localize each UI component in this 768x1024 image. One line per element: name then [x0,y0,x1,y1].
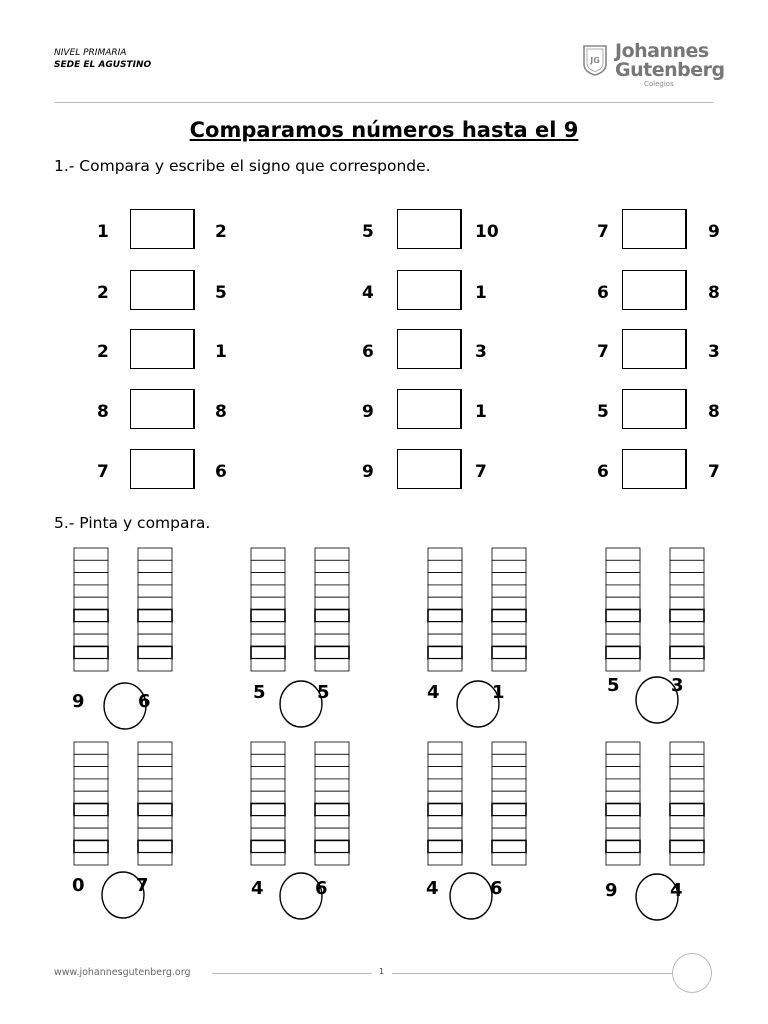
bar-cell[interactable] [138,804,172,816]
bar-cell[interactable] [315,804,349,816]
compare-number-right: 3 [708,342,720,362]
compare-number-left: 1 [97,222,109,242]
page-number: 1 [379,967,385,976]
bar-column-right[interactable] [315,548,349,671]
bar-cell[interactable] [138,754,172,766]
bar-cell[interactable] [251,742,285,754]
bar-cell[interactable] [315,816,349,828]
bar-cell[interactable] [251,659,285,671]
sede-label: SEDE EL AGUSTINO [54,60,152,70]
pair-number-right: 6 [490,878,503,899]
bar-cell[interactable] [138,840,172,852]
bar-cell[interactable] [492,828,526,840]
compare-number-right: 9 [708,222,720,242]
bar-cell[interactable] [606,597,640,609]
bar-cell[interactable] [670,767,704,779]
bar-cell[interactable] [606,754,640,766]
bar-cell[interactable] [315,646,349,658]
bar-cell[interactable] [670,816,704,828]
bar-cell[interactable] [138,585,172,597]
compare-number-right: 7 [708,462,720,482]
bar-cell[interactable] [606,840,640,852]
compare-number-right: 1 [475,402,487,422]
bar-column-right[interactable] [138,742,172,865]
logo-subtitle: Colegios [644,80,674,88]
bar-cell[interactable] [138,791,172,803]
bar-cell[interactable] [492,791,526,803]
logo-wordmark: Johannes Gutenberg [615,40,725,81]
bar-cell[interactable] [428,634,462,646]
bar-cell[interactable] [428,840,462,852]
footer-divider-left [212,973,372,974]
bar-cell[interactable] [670,853,704,865]
bar-cell[interactable] [251,853,285,865]
pair-number-left: 9 [72,691,85,712]
bar-cell[interactable] [428,853,462,865]
bar-cell[interactable] [251,548,285,560]
bar-cell[interactable] [251,791,285,803]
bar-cell[interactable] [74,767,108,779]
bar-cell[interactable] [315,779,349,791]
bar-cell[interactable] [251,597,285,609]
bar-cell[interactable] [428,585,462,597]
bar-cell[interactable] [492,742,526,754]
bar-cell[interactable] [138,779,172,791]
compare-number-left: 4 [362,283,374,303]
bar-cell[interactable] [251,816,285,828]
bar-cell[interactable] [670,779,704,791]
bar-cell[interactable] [251,622,285,634]
compare-number-right: 3 [475,342,487,362]
compare-number-right: 1 [215,342,227,362]
bar-column-left[interactable] [74,548,108,671]
pair-number-left: 5 [253,682,266,703]
bar-cell[interactable] [251,754,285,766]
bar-cell[interactable] [670,646,704,658]
bar-cell[interactable] [138,816,172,828]
bar-cell[interactable] [492,548,526,560]
bar-cell[interactable] [670,560,704,572]
bar-cell[interactable] [606,767,640,779]
bar-cell[interactable] [315,634,349,646]
bar-cell[interactable] [428,560,462,572]
svg-text:JG: JG [590,56,600,65]
bar-cell[interactable] [315,597,349,609]
bar-cell[interactable] [74,659,108,671]
compare-number-left: 8 [97,402,109,422]
compare-number-right: 10 [475,222,499,242]
bar-cell[interactable] [74,622,108,634]
bar-column-right[interactable] [670,548,704,671]
bar-cell[interactable] [138,622,172,634]
bar-cell[interactable] [74,548,108,560]
bar-cell[interactable] [138,610,172,622]
bar-cell[interactable] [670,742,704,754]
bar-cell[interactable] [251,828,285,840]
compare-number-left: 2 [97,342,109,362]
bar-cell[interactable] [606,560,640,572]
pair-number-left: 4 [251,878,264,899]
bar-cell[interactable] [315,622,349,634]
bar-cell[interactable] [74,828,108,840]
bar-cell[interactable] [606,622,640,634]
bar-cell[interactable] [428,646,462,658]
bar-cell[interactable] [74,560,108,572]
bar-cell[interactable] [138,659,172,671]
pair-number-right: 6 [315,878,328,899]
bar-cell[interactable] [492,646,526,658]
bar-cell[interactable] [315,548,349,560]
bar-cell[interactable] [606,828,640,840]
bar-cell[interactable] [492,634,526,646]
bar-cell[interactable] [606,610,640,622]
footer-url[interactable]: www.johannesgutenberg.org [54,967,191,978]
bar-cell[interactable] [138,767,172,779]
bar-cell[interactable] [315,585,349,597]
page-title: Comparamos números hasta el 9 [189,118,579,142]
bar-cell[interactable] [606,659,640,671]
compare-number-left: 5 [597,402,609,422]
compare-number-left: 6 [362,342,374,362]
bar-cell[interactable] [74,573,108,585]
bar-cell[interactable] [74,804,108,816]
bar-column-left[interactable] [428,742,462,865]
pair-number-left: 0 [72,875,85,896]
bar-cell[interactable] [251,634,285,646]
compare-number-right: 8 [708,283,720,303]
compare-number-right: 8 [215,402,227,422]
bar-cell[interactable] [670,791,704,803]
section1-instruction: 1.- Compara y escribe el signo que corresponde. [54,157,431,175]
bar-cell[interactable] [428,791,462,803]
pair-number-right: 3 [671,675,684,696]
compare-circle[interactable] [450,873,492,919]
bar-column-left[interactable] [606,548,640,671]
bar-cell[interactable] [428,828,462,840]
bar-column-right[interactable] [492,742,526,865]
bar-cell[interactable] [492,585,526,597]
bar-cell[interactable] [315,853,349,865]
bar-cell[interactable] [315,560,349,572]
bar-cell[interactable] [606,779,640,791]
compare-number-left: 2 [97,283,109,303]
bar-cell[interactable] [428,573,462,585]
bar-cell[interactable] [251,610,285,622]
bar-cell[interactable] [138,634,172,646]
bar-column-left[interactable] [606,742,640,865]
bar-cell[interactable] [670,597,704,609]
bar-cell[interactable] [315,767,349,779]
bar-cell[interactable] [670,804,704,816]
bar-column-left[interactable] [74,742,108,865]
pair-number-right: 4 [670,880,683,901]
footer-divider-right [392,973,672,974]
bar-cell[interactable] [138,742,172,754]
bar-cell[interactable] [428,622,462,634]
bar-cell[interactable] [670,573,704,585]
compare-number-right: 5 [215,283,227,303]
level-label: NIVEL PRIMARIA [54,48,127,58]
bar-cell[interactable] [428,659,462,671]
bar-cell[interactable] [138,560,172,572]
bar-cell[interactable] [138,646,172,658]
bar-cell[interactable] [74,610,108,622]
compare-number-left: 6 [597,462,609,482]
compare-number-right: 8 [708,402,720,422]
bar-cell[interactable] [428,767,462,779]
bar-cell[interactable] [428,548,462,560]
compare-number-right: 1 [475,283,487,303]
bar-cell[interactable] [606,548,640,560]
bar-cell[interactable] [670,585,704,597]
bar-cell[interactable] [670,659,704,671]
bar-cell[interactable] [606,573,640,585]
bar-cell[interactable] [251,767,285,779]
bar-cell[interactable] [606,742,640,754]
compare-number-left: 7 [597,222,609,242]
pair-number-left: 9 [605,880,618,901]
bar-cell[interactable] [138,853,172,865]
bar-cell[interactable] [606,646,640,658]
compare-number-right: 2 [215,222,227,242]
pair-number-left: 5 [607,675,620,696]
bar-cell[interactable] [251,840,285,852]
pair-number-left: 4 [426,878,439,899]
bar-cell[interactable] [492,610,526,622]
bar-cell[interactable] [428,804,462,816]
bar-cell[interactable] [492,622,526,634]
compare-number-left: 7 [97,462,109,482]
pair-number-left: 4 [427,682,440,703]
bar-cell[interactable] [251,585,285,597]
bar-cell[interactable] [670,754,704,766]
bar-cell[interactable] [492,560,526,572]
section2-instruction: 5.- Pinta y compara. [54,514,211,532]
bar-cell[interactable] [251,560,285,572]
bar-cell[interactable] [606,634,640,646]
bar-cell[interactable] [315,742,349,754]
bar-cell[interactable] [606,816,640,828]
bar-cell[interactable] [670,828,704,840]
bar-column-right[interactable] [670,742,704,865]
bar-column-right[interactable] [138,548,172,671]
bar-cell[interactable] [670,840,704,852]
compare-number-right: 7 [475,462,487,482]
bar-cell[interactable] [138,828,172,840]
bar-cell[interactable] [670,622,704,634]
bar-cell[interactable] [315,610,349,622]
bar-cell[interactable] [428,742,462,754]
bar-column-left[interactable] [251,548,285,671]
bar-cell[interactable] [492,659,526,671]
bar-cell[interactable] [74,779,108,791]
bar-cell[interactable] [251,779,285,791]
bar-cell[interactable] [606,585,640,597]
bar-cell[interactable] [315,791,349,803]
bar-cell[interactable] [138,573,172,585]
bar-cell[interactable] [428,816,462,828]
bar-cell[interactable] [315,828,349,840]
bar-cell[interactable] [428,610,462,622]
bar-column-right[interactable] [492,548,526,671]
bar-cell[interactable] [74,646,108,658]
bar-cell[interactable] [251,573,285,585]
compare-number-left: 9 [362,462,374,482]
compare-number-left: 6 [597,283,609,303]
compare-number-left: 9 [362,402,374,422]
bar-column-right[interactable] [315,742,349,865]
bar-cell[interactable] [74,840,108,852]
bar-cell[interactable] [492,573,526,585]
bar-cell[interactable] [670,548,704,560]
bar-cell[interactable] [428,779,462,791]
footer-circle-decoration [672,953,712,993]
bar-cell[interactable] [492,754,526,766]
bar-cell[interactable] [606,791,640,803]
bar-cell[interactable] [315,754,349,766]
bar-cell[interactable] [74,742,108,754]
bar-cell[interactable] [492,597,526,609]
compare-number-right: 6 [215,462,227,482]
bar-cell[interactable] [74,816,108,828]
bar-cell[interactable] [74,597,108,609]
bar-cell[interactable] [251,804,285,816]
bar-cell[interactable] [315,659,349,671]
bar-cell[interactable] [606,804,640,816]
bar-cell[interactable] [428,597,462,609]
compare-number-left: 5 [362,222,374,242]
bar-cell[interactable] [492,816,526,828]
bar-cell[interactable] [670,634,704,646]
bar-cell[interactable] [138,597,172,609]
bar-cell[interactable] [74,634,108,646]
bar-cell[interactable] [492,853,526,865]
bar-cell[interactable] [492,804,526,816]
bar-cell[interactable] [315,840,349,852]
compare-circle[interactable] [280,681,322,727]
bar-cell[interactable] [670,610,704,622]
bar-cell[interactable] [74,791,108,803]
pair-number-right: 6 [138,691,151,712]
bar-cell[interactable] [428,754,462,766]
bar-cell[interactable] [138,548,172,560]
bar-cell[interactable] [315,573,349,585]
bar-cell[interactable] [606,853,640,865]
pair-number-right: 1 [492,682,505,703]
bar-cell[interactable] [492,840,526,852]
bar-cell[interactable] [74,585,108,597]
bar-cell[interactable] [74,853,108,865]
compare-number-left: 7 [597,342,609,362]
pair-number-right: 5 [317,682,330,703]
bar-column-left[interactable] [428,548,462,671]
bar-cell[interactable] [251,646,285,658]
bar-column-left[interactable] [251,742,285,865]
bar-cell[interactable] [492,779,526,791]
pair-number-right: 7 [136,875,149,896]
bar-cell[interactable] [492,767,526,779]
bar-cell[interactable] [74,754,108,766]
